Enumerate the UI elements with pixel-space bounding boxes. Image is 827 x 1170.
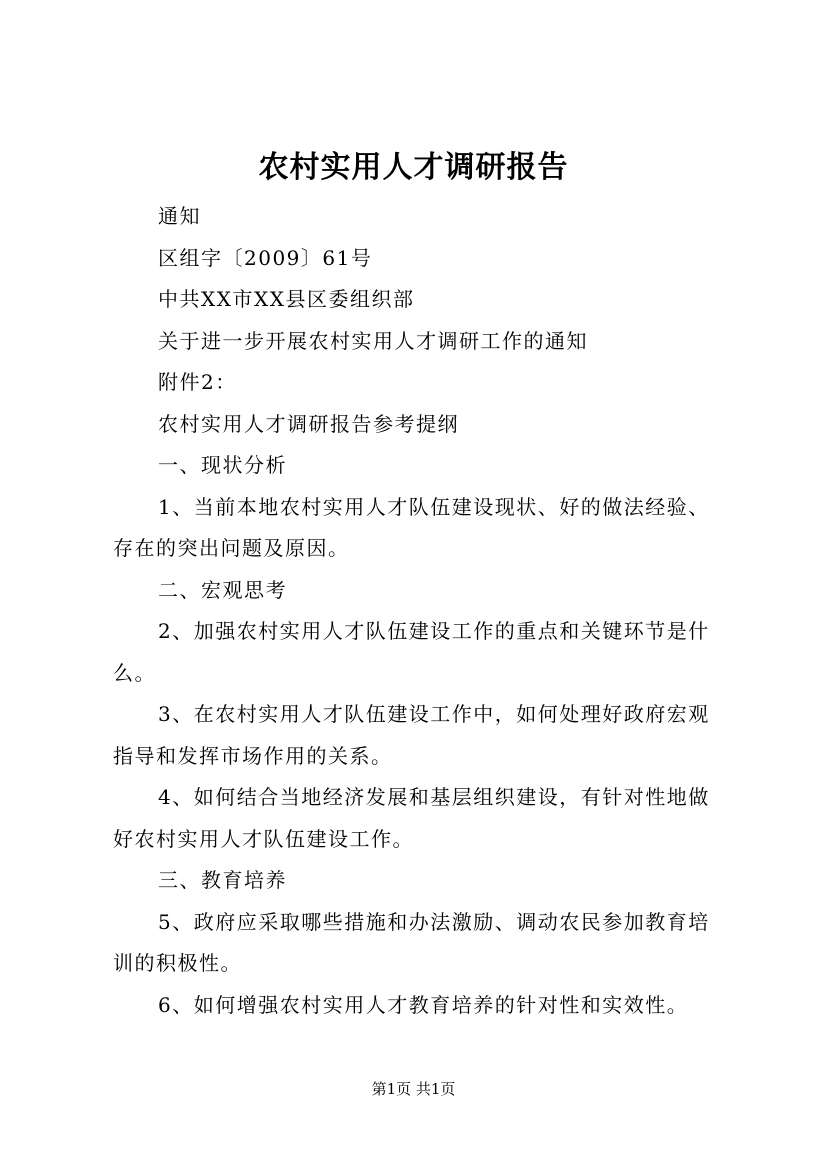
paragraph-doc-number: 区组字〔2009〕61号 bbox=[158, 245, 373, 270]
page-footer: 第1页 共1页 bbox=[371, 1080, 456, 1098]
document-body bbox=[113, 196, 723, 1026]
paragraph-attachment: 附件2： bbox=[158, 370, 237, 394]
outline-item-2: 2、加强农村实用人才队伍建设工作的重点和关键环节是什么。 bbox=[113, 619, 710, 685]
section-heading-1: 一、现状分析 bbox=[158, 453, 287, 477]
paragraph-outline-title: 农村实用人才调研报告参考提纲 bbox=[158, 411, 459, 436]
paragraph-notice: 通知 bbox=[158, 204, 201, 228]
document-title: 农村实用人才调研报告 bbox=[258, 150, 569, 185]
outline-item-4: 4、如何结合当地经济发展和基层组织建设，有针对性地做好农村实用人才队伍建设工作。 bbox=[113, 785, 710, 851]
section-heading-2: 二、宏观思考 bbox=[158, 577, 287, 602]
section-heading-3: 三、教育培养 bbox=[158, 868, 287, 892]
outline-item-3: 3、在农村实用人才队伍建设工作中，如何处理好政府宏观指导和发挥市场作用的关系。 bbox=[113, 702, 710, 768]
outline-item-6: 6、如何增强农村实用人才教育培养的针对性和实效性。 bbox=[158, 992, 689, 1017]
outline-item-1: 1、当前本地农村实用人才队伍建设现状、好的做法经验、存在的突出问题及原因。 bbox=[113, 494, 710, 560]
outline-item-5: 5、政府应采取哪些措施和办法激励、调动农民参加教育培训的积极性。 bbox=[113, 909, 710, 975]
paragraph-issuer: 中共XX市XX县区委组织部 bbox=[158, 287, 415, 311]
paragraph-notice-title: 关于进一步开展农村实用人才调研工作的通知 bbox=[158, 328, 588, 353]
